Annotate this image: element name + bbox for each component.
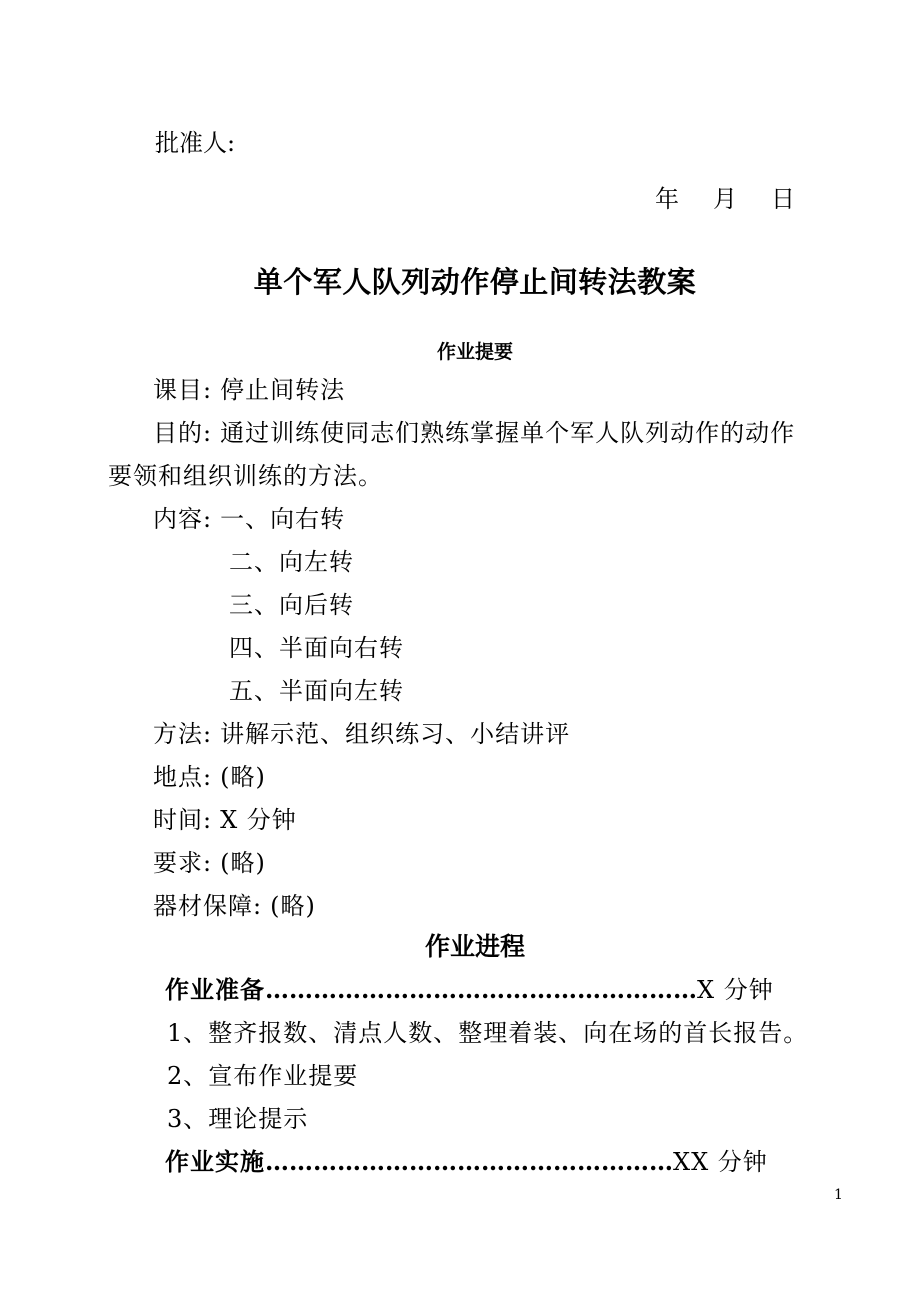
location-row: [153, 765, 266, 789]
equipment-label: 器材保障:: [153, 892, 263, 920]
content-item: 三、向后转: [229, 591, 354, 619]
implementation-duration: XX 分钟: [673, 1148, 768, 1176]
requirements-value: (略): [220, 849, 266, 877]
purpose-label: 目的:: [153, 419, 213, 447]
progress-heading: 作业进程: [424, 932, 525, 961]
content-item: 一、向右转: [220, 505, 346, 533]
content-item: 二、向左转: [229, 548, 354, 576]
location-value: (略): [220, 763, 266, 791]
purpose-row: [153, 421, 795, 445]
subject-value: 停止间转法: [220, 376, 346, 404]
purpose-line-2: 要领和组织训练的方法。: [108, 462, 383, 490]
preparation-row: [165, 975, 774, 1004]
method-row: [153, 722, 570, 746]
content-row: [153, 507, 345, 531]
preparation-leader-dots: ………………………………………………: [265, 975, 697, 1004]
time-value: X 分钟: [220, 806, 297, 834]
page-number: 1: [834, 1187, 843, 1203]
requirements-label: 要求:: [153, 849, 213, 877]
date-month: 月: [713, 185, 737, 213]
preparation-duration: X 分钟: [697, 976, 774, 1004]
subject-label: 课目:: [153, 376, 213, 404]
equipment-row: [153, 894, 316, 918]
subject-row: [153, 378, 345, 402]
preparation-step: 3、理论提示: [167, 1105, 309, 1133]
content-item: 四、半面向右转: [229, 634, 404, 662]
preparation-step: 1、整齐报数、清点人数、整理着装、向在场的首长报告。: [167, 1019, 809, 1047]
preparation-step: 2、宣布作业提要: [167, 1062, 359, 1090]
approver-label: 批准人:: [155, 129, 236, 157]
implementation-leader-dots: ……………………………………………: [265, 1147, 673, 1176]
date-line: [655, 187, 795, 211]
document-title: 单个军人队列动作停止间转法教案: [253, 265, 697, 299]
method-label: 方法:: [153, 720, 213, 748]
implementation-label: 作业实施: [165, 1148, 265, 1176]
purpose-line-1: 通过训练使同志们熟练掌握单个军人队列动作的动作: [220, 419, 796, 447]
requirements-row: [153, 851, 266, 875]
location-label: 地点:: [153, 763, 213, 791]
implementation-row: [165, 1147, 768, 1176]
equipment-value: (略): [270, 892, 316, 920]
content-label: 内容:: [153, 505, 213, 533]
preparation-label: 作业准备: [165, 976, 265, 1004]
time-row: [153, 808, 297, 832]
date-year: 年: [655, 185, 679, 213]
summary-heading: 作业提要: [436, 341, 513, 363]
content-item: 五、半面向左转: [229, 677, 404, 705]
time-label: 时间:: [153, 806, 213, 834]
method-value: 讲解示范、组织练习、小结讲评: [220, 720, 571, 748]
date-day: 日: [771, 185, 795, 213]
